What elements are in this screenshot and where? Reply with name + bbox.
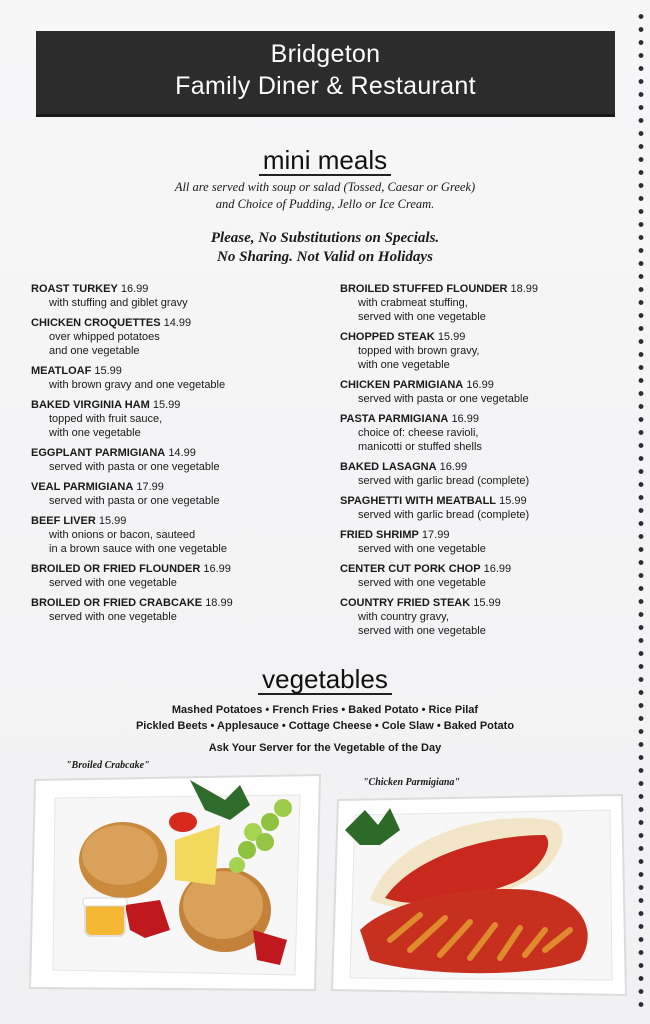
menu-item: ROAST TURKEY 16.99 with stuffing and giblet gravy <box>31 283 188 309</box>
menu-column-left <box>31 282 331 630</box>
menu-item: BAKED VIRGINIA HAM 15.99 topped with fruit sauce, with one vegetable <box>31 399 181 439</box>
menu-item: EGGPLANT PARMIGIANA 14.99 served with pasta or one vegetable <box>31 447 220 473</box>
intro-line-2: and Choice of Pudding, Jello or Ice Cream. <box>215 197 435 211</box>
intro-line-1: All are served with soup or salad (Tossed, Caesar or Greek) <box>174 180 476 194</box>
photo-caption-crabcake: "Broiled Crabcake" <box>66 760 150 771</box>
restaurant-name-line1: Bridgeton <box>270 40 381 68</box>
menu-item: CHICKEN PARMIGIANA 16.99 served with pasta or one vegetable <box>340 379 529 405</box>
menu-item: FRIED SHRIMP 17.99 served with one vegetable <box>340 529 486 555</box>
menu-item: CHICKEN CROQUETTES 14.99 over whipped potatoes and one vegetable <box>31 317 192 357</box>
menu-item: MEATLOAF 15.99 with brown gravy and one vegetable <box>31 365 226 391</box>
mini-meals-intro <box>0 179 650 213</box>
menu-item: PASTA PARMIGIANA 16.99 choice of: cheese ravioli, manicotti or stuffed shells <box>340 413 482 453</box>
menu-item: BROILED STUFFED FLOUNDER 18.99 with crabmeat stuffing, served with one vegetable <box>340 283 539 323</box>
crabcake-photo <box>25 770 325 995</box>
menu-column-right <box>340 282 640 644</box>
vegetables-line-2: Pickled Beets • Applesauce • Cottage Cheese • Cole Slaw • Baked Potato <box>135 720 515 732</box>
menu-item: COUNTRY FRIED STEAK 15.99 with country gravy, served with one vegetable <box>340 597 501 637</box>
vegetables-line-1: Mashed Potatoes • French Fries • Baked Potato • Rice Pilaf <box>171 704 479 716</box>
vegetables-title: vegetables <box>0 664 650 695</box>
vegetable-of-day: Ask Your Server for the Vegetable of the Day <box>208 742 442 754</box>
menu-item: BEEF LIVER 15.99 with onions or bacon, sauteed in a brown sauce with one vegetable <box>31 515 227 555</box>
menu-item: VEAL PARMIGIANA 17.99 served with pasta or one vegetable <box>31 481 220 507</box>
mini-meals-title: mini meals <box>0 145 650 176</box>
notice-line-2: No Sharing. Not Valid on Holidays <box>217 249 433 265</box>
photo-caption-chicken-parm: "Chicken Parmigiana" <box>363 777 460 788</box>
menu-item: BROILED OR FRIED FLOUNDER 16.99 served with one vegetable <box>31 563 231 589</box>
menu-item: BAKED LASAGNA 16.99 served with garlic bread (complete) <box>340 461 530 487</box>
menu-item: SPAGHETTI WITH MEATBALL 15.99 served with garlic bread (complete) <box>340 495 530 521</box>
chicken-parmigiana-photo <box>330 790 630 1000</box>
menu-item: CHOPPED STEAK 15.99 topped with brown gravy, with one vegetable <box>340 331 480 371</box>
restaurant-name-line2: Family Diner & Restaurant <box>175 72 476 100</box>
notice-line-1: Please, No Substitutions on Specials. <box>210 230 440 246</box>
menu-item: BROILED OR FRIED CRABCAKE 18.99 served with one vegetable <box>31 597 233 623</box>
restaurant-header <box>36 31 615 117</box>
menu-item: CENTER CUT PORK CHOP 16.99 served with one vegetable <box>340 563 512 589</box>
specials-notice <box>0 229 650 267</box>
